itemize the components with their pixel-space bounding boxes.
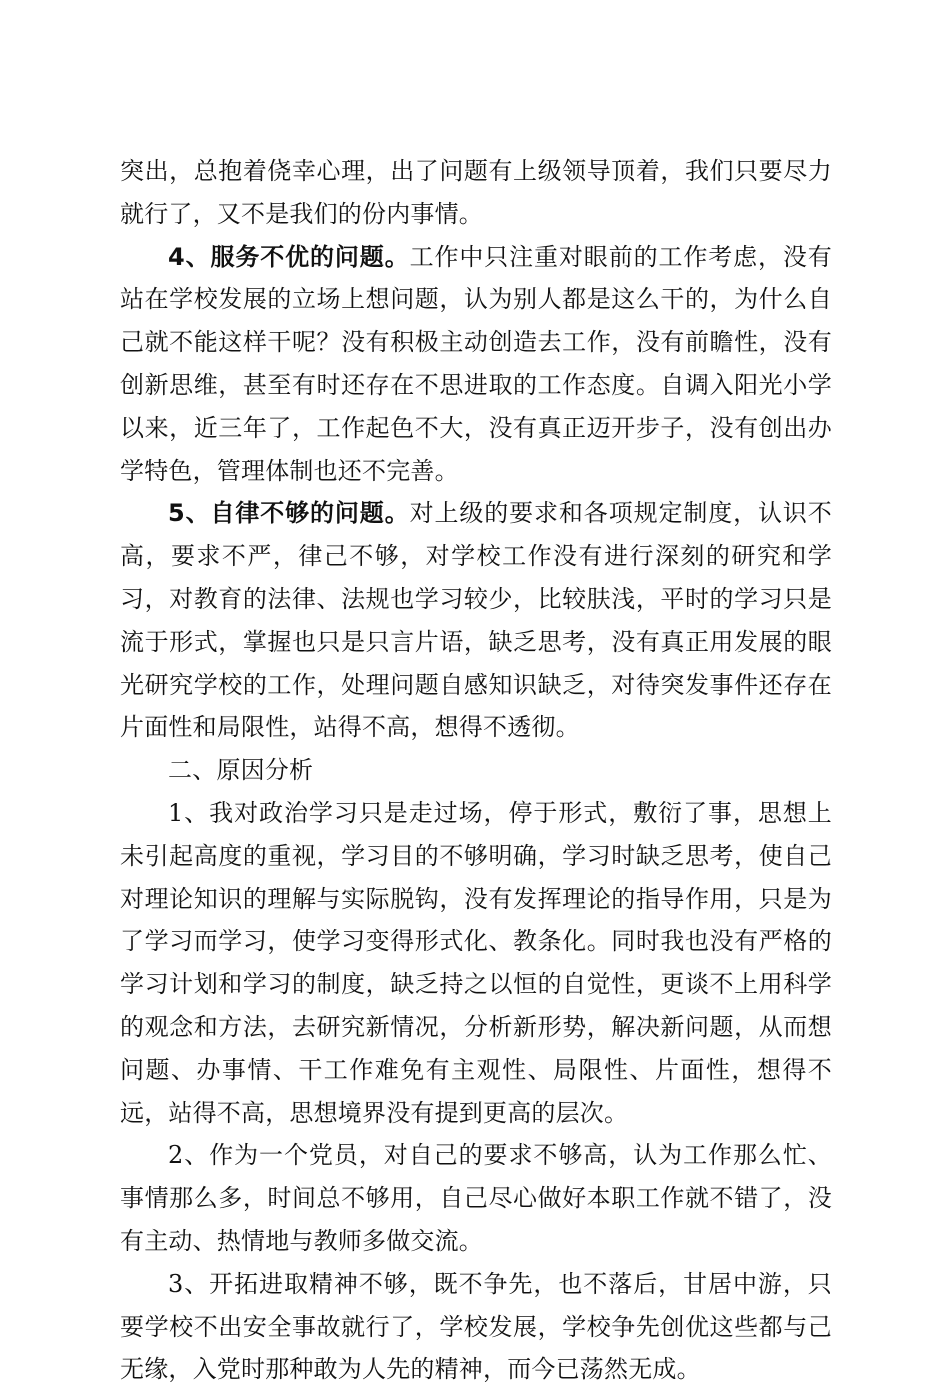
section-title-cause-analysis: 二、原因分析 — [168, 756, 314, 785]
paragraph-service-issue — [120, 236, 832, 493]
paragraph-continuation: 突出，总抱着侥幸心理，出了问题有上级领导顶着，我们只要尽力就行了，又不是我们的份内事情。 — [120, 157, 832, 228]
paragraph-discipline-issue — [120, 492, 832, 749]
document-body — [120, 150, 832, 1391]
paragraph-cause-3: 3、开拓进取精神不够，既不争先，也不落后，甘居中游，只要学校不出安全事故就行了，学校发展，学校争先创优这些都与己无缘，入党时那种敢为人先的精神，而今已荡然无成。 — [120, 1269, 832, 1384]
paragraph-body-service: 工作中只注重对眼前的工作考虑，没有站在学校发展的立场上想问题，认为别人都是这么干的，为什么自己就不能这样干呢？没有积极主动创造去工作，没有前瞻性，没有创新思维，甚至有时还存在不思进取的工作态度。自调入阳光小学以来，近三年了，工作起色不大，没有真正迈开步子，没有创出办学特色，管理体制也还不完善。 — [120, 242, 833, 485]
paragraph-body-discipline: 对上级的要求和各项规定制度，认识不高，要求不严，律己不够，对学校工作没有进行深刻的研究和学习，对教育的法律、法规也学习较少，比较肤浅，平时的学习只是流于形式，掌握也只是只言片语，缺乏思考，没有真正用发展的眼光研究学校的工作，处理问题自感知识缺乏，对待突发事件还存在片面性和局限性，站得不高，想得不透彻。 — [120, 499, 833, 742]
paragraph-cause-1: 1、我对政治学习只是走过场，停于形式，敷衍了事，思想上未引起高度的重视，学习目的不够明确，学习时缺乏思考，使自己对理论知识的理解与实际脱钩，没有发挥理论的指导作用，只是为了学习而学习，使学习变得形式化、教条化。同时我也没有严格的学习计划和学习的制度，缺乏持之以恒的自觉性，更谈不上用科学的观念和方法，去研究新情况，分析新形势，解决新问题，从而想问题、办事情、干工作难免有主观性、局限性、片面性，想得不远，站得不高，思想境界没有提到更高的层次。 — [120, 798, 832, 1127]
paragraph-heading-discipline: 5、自律不够的问题。 — [168, 499, 410, 528]
paragraph-heading-service: 4、服务不优的问题。 — [168, 242, 410, 271]
paragraph-cause-2: 2、作为一个党员，对自己的要求不够高，认为工作那么忙、事情那么多，时间总不够用，自己尽心做好本职工作就不错了，没有主动、热情地与教师多做交流。 — [120, 1141, 832, 1255]
